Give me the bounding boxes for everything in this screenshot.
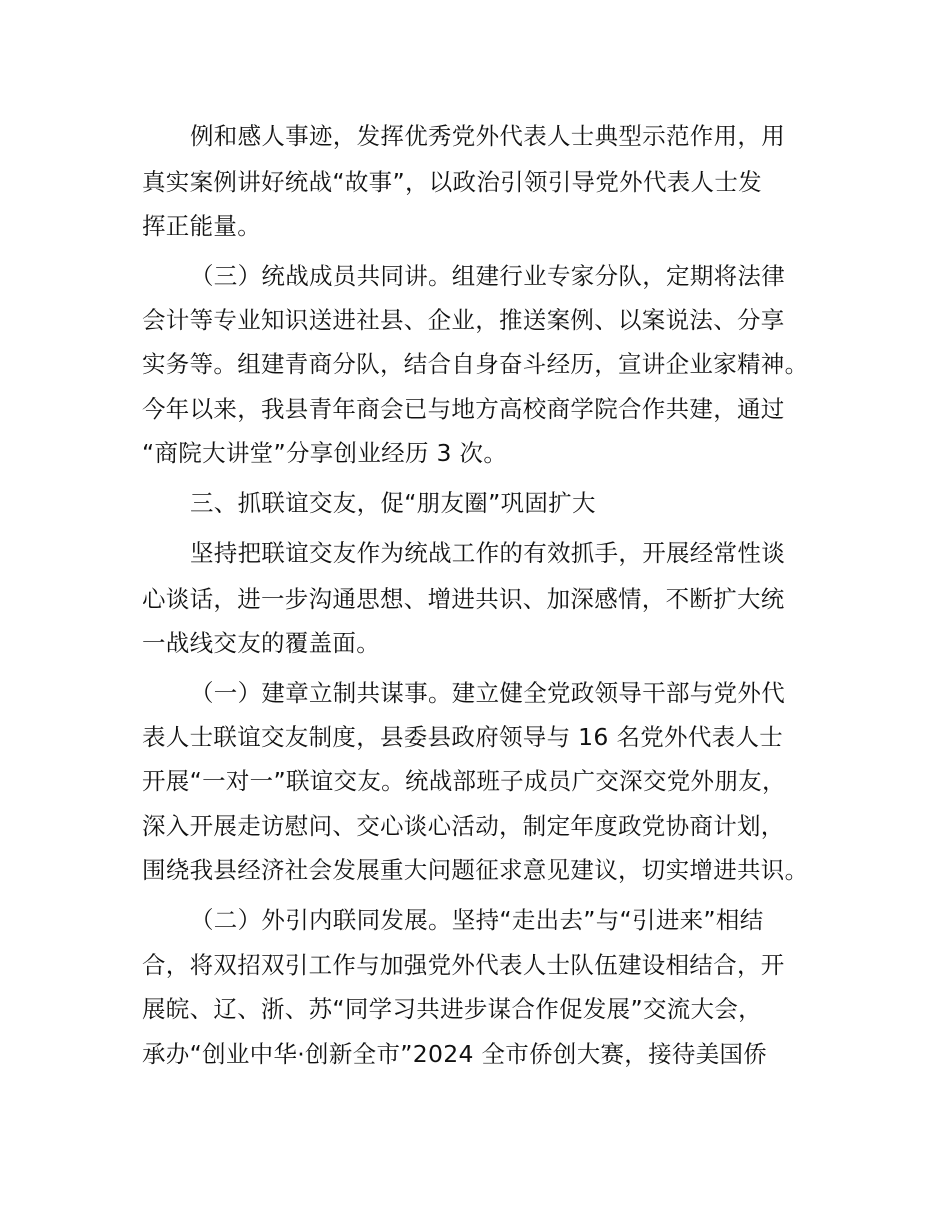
text-line: 开展“一对一”联谊交友。统战部班子成员广交深交党外朋友， [142, 767, 786, 795]
text-line: 会计等专业知识送进社县、企业，推送案例、以案说法、分享 [142, 306, 785, 334]
text-line: 例和感人事迹，发挥优秀党外代表人士典型示范作用，用 [190, 122, 785, 150]
text-line: 坚持把联谊交友作为统战工作的有效抓手，开展经常性谈 [190, 539, 785, 567]
text-line: （三）统战成员共同讲。组建行业专家分队，定期将法律 [190, 262, 785, 290]
text-line: 一战线交友的覆盖面。 [142, 629, 380, 657]
text-line: （二）外引内联同发展。坚持“走出去”与“引进来”相结 [190, 906, 764, 934]
text-line: （一）建章立制共谋事。建立健全党政领导干部与党外代 [190, 679, 785, 707]
text-line: 真实案例讲好统战“故事”，以政治引领引导党外代表人士发 [142, 168, 762, 196]
text-line: 展皖、辽、浙、苏“同学习共进步谋合作促发展”交流大会， [142, 995, 762, 1023]
text-line: 表人士联谊交友制度，县委县政府领导与 16 名党外代表人士 [142, 723, 784, 751]
text-line: 实务等。组建青商分队，结合自身奋斗经历，宣讲企业家精神。 [142, 350, 809, 378]
text-line: 挥正能量。 [142, 212, 261, 240]
text-line: 围绕我县经济社会发展重大问题征求意见建议，切实增进共识。 [142, 856, 809, 884]
text-line: 心谈话，进一步沟通思想、增进共识、加深感情，不断扩大统 [142, 585, 785, 613]
text-line: 承办“创业中华·创新全市”2024 全市侨创大赛，接待美国侨 [142, 1040, 768, 1068]
text-line: 深入开展走访慰问、交心谈心活动，制定年度政党协商计划， [142, 812, 785, 840]
text-line: 今年以来，我县青年商会已与地方高校商学院合作共建，通过 [142, 395, 785, 423]
text-line: 合，将双招双引工作与加强党外代表人士队伍建设相结合，开 [142, 951, 785, 979]
section-heading: 三、抓联谊交友，促“朋友圈”巩固扩大 [190, 489, 596, 517]
text-line: “商院大讲堂”分享创业经历 3 次。 [142, 439, 508, 467]
